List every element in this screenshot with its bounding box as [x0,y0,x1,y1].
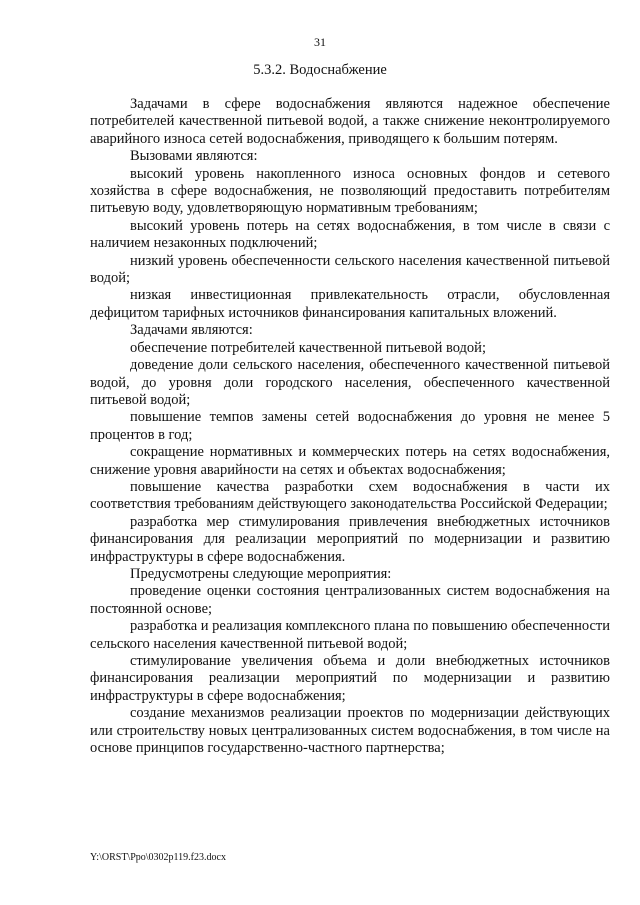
paragraph: Предусмотрены следующие мероприятия: [130,565,392,582]
paragraph: высокий уровень потерь на сетях водоснабжения, в том числе в связи с наличием незаконных подключений; [90,217,610,252]
section-heading: 5.3.2. Водоснабжение [253,62,387,78]
paragraph: Задачами являются: [130,322,253,339]
paragraph: разработка мер стимулирования привлечения внебюджетных источников финансирования для реализации мероприятий по модернизации и развитию инфраструктуры в сфере водоснабжения. [90,513,610,565]
page-number: 31 [314,35,326,49]
paragraph: стимулирование увеличения объема и доли внебюджетных источников финансирования реализации мероприятий по модернизации и развитию инфраструктуры в сфере водоснабжения; [90,653,610,704]
paragraph: сокращение нормативных и коммерческих потерь на сетях водоснабжения, снижение уровня аварийности на сетях и объектах водоснабжения; [90,444,610,478]
paragraph: Вызовами являются: [130,148,258,165]
paragraph: создание механизмов реализации проектов по модернизации действующих или строительству новых централизованных систем водоснабжения, в том числе на основе принципов государственно-частного партнерства; [90,705,610,757]
paragraph: низкий уровень обеспеченности сельского населения качественной питьевой водой; [90,252,610,287]
paragraph: низкая инвестиционная привлекательность отрасли, обусловленная дефицитом тарифных источников финансирования капитальных вложений. [90,287,610,321]
paragraph: доведение доли сельского населения, обеспеченного качественной питьевой водой, до уровня доли городского населения, обеспеченного качественной питьевой водой; [90,357,610,408]
paragraph: повышение качества разработки схем водоснабжения в части их соответствия требованиям действующего законодательства Российской Федерации; [90,478,610,513]
paragraph: высокий уровень накопленного износа основных фондов и сетевого хозяйства в сфере водоснабжения, не позволяющий предоставить потребителям питьевую воду, удовлетворяющую нормативным требованиям; [90,165,610,217]
paragraph: повышение темпов замены сетей водоснабжения до уровня не менее 5 процентов в год; [90,409,610,443]
file-path-footer: Y:\ORST\Ppo\0302p119.f23.docx [90,852,226,863]
paragraph: проведение оценки состояния централизованных систем водоснабжения на постоянной основе; [90,583,610,617]
paragraph: разработка и реализация комплексного плана по повышению обеспеченности сельского населения качественной питьевой водой; [90,618,610,652]
document-body [90,96,610,757]
paragraph: обеспечение потребителей качественной питьевой водой; [130,339,486,356]
paragraph: Задачами в сфере водоснабжения являются надежное обеспечение потребителей качественной питьевой водой, а также снижение неконтролируемого аварийного износа сетей водоснабжения, приводящего к большим потерям. [90,96,610,147]
